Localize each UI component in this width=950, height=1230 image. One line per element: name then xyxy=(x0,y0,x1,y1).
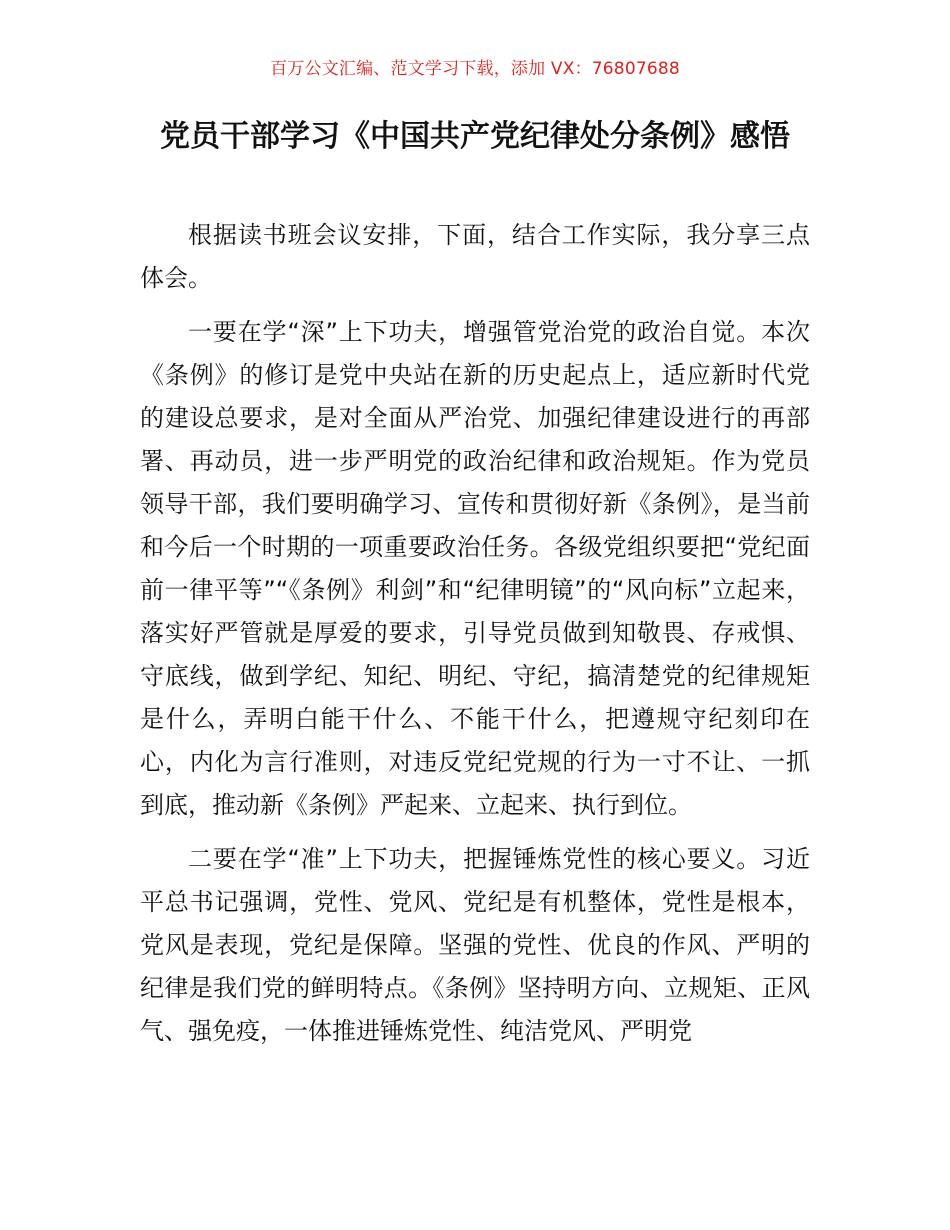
document-body xyxy=(140,214,810,1064)
header-watermark-text: 百万公文汇编、范文学习下载，添加 VX：76807688 xyxy=(270,59,680,79)
paragraph-point-two: 二要在学“准”上下功夫，把握锤炼党性的核心要义。习近平总书记强调，党性、党风、党纪是有机整体，党性是根本，党风是表现，党纪是保障。坚强的党性、优良的作风、严明的纪律是我们党的鲜明特点。《条例》坚持明方向、立规矩、正风气、强免疫，一体推进锤炼党性、纯洁党风、严明党 xyxy=(140,845,810,1045)
document-title: 党员干部学习《中国共产党纪律处分条例》感悟 xyxy=(160,119,790,154)
paragraph-intro: 根据读书班会议安排，下面，结合工作实际，我分享三点体会。 xyxy=(140,221,810,292)
paragraph-point-one: 一要在学“深”上下功夫，增强管党治党的政治自觉。本次《条例》的修订是党中央站在新的历史起点上，适应新时代党的建设总要求，是对全面从严治党、加强纪律建设进行的再部署、再动员，进一步严明党的政治纪律和政治规矩。作为党员领导干部，我们要明确学习、宣传和贯彻好新《条例》，是当前和今后一个时期的一项重要政治任务。各级党组织要把“党纪面前一律平等”“《条例》利剑”和“纪律明镜”的“风向标”立起来，落实好严管就是厚爱的要求，引导党员做到知敬畏、存戒惧、守底线，做到学纪、知纪、明纪、守纪，搞清楚党的纪律规矩是什么，弄明白能干什么、不能干什么，把遵规守纪刻印在心，内化为言行准则，对违反党纪党规的行为一寸不让、一抓到底，推动新《条例》严起来、立起来、执行到位。 xyxy=(140,318,810,819)
